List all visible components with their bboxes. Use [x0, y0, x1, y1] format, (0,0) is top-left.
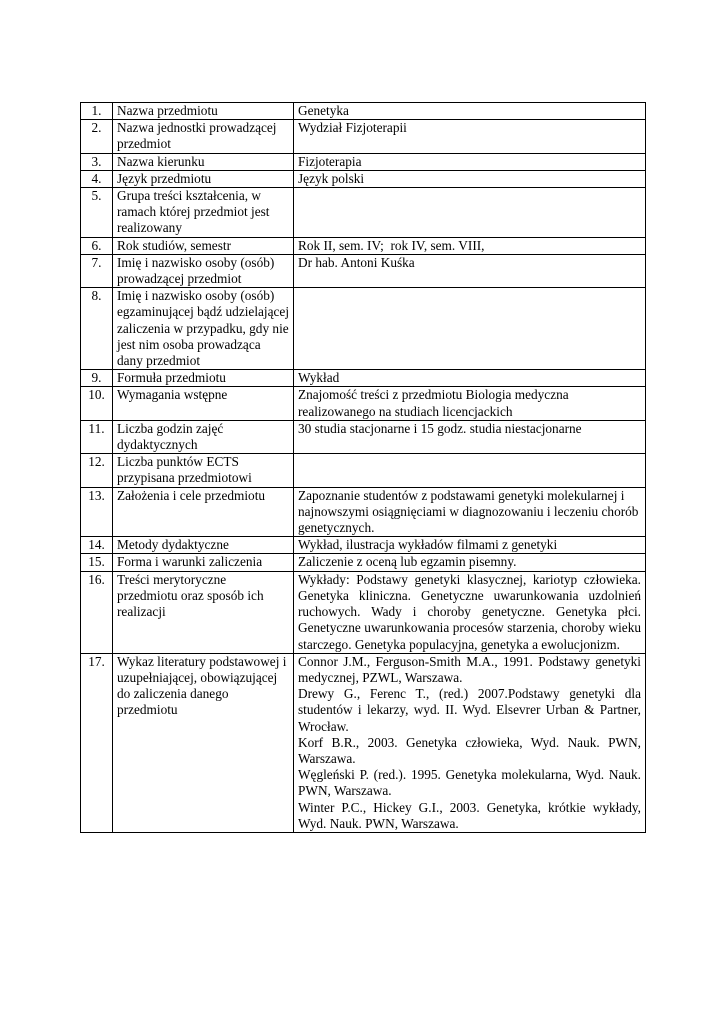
literature-item: Węgleński P. (red.). 1995. Genetyka molekularna, Wyd. Nauk. PWN, Warszawa.: [298, 767, 641, 799]
row-value: 30 studia stacjonarne i 15 godz. studia niestacjonarne: [294, 420, 646, 453]
row-number: 15.: [81, 554, 113, 571]
row-label: Język przedmiotu: [113, 170, 294, 187]
table-row: [81, 454, 646, 487]
row-value: [294, 288, 646, 370]
row-value: Wykład: [294, 370, 646, 387]
row-label: Nazwa jednostki prowadzącej przedmiot: [113, 120, 294, 153]
table-row: [81, 537, 646, 554]
table-row: [81, 120, 646, 153]
row-number: 16.: [81, 571, 113, 653]
row-value: [294, 188, 646, 238]
row-number: 17.: [81, 653, 113, 832]
row-number: 6.: [81, 237, 113, 254]
row-label: Wymagania wstępne: [113, 387, 294, 420]
table-row: [81, 237, 646, 254]
table-row: [81, 653, 646, 832]
row-label: Metody dydaktyczne: [113, 537, 294, 554]
row-number: 10.: [81, 387, 113, 420]
table-row: [81, 420, 646, 453]
row-value: Fizjoterapia: [294, 153, 646, 170]
literature-list: [294, 653, 646, 832]
row-value: Wykłady: Podstawy genetyki klasycznej, kariotyp człowieka. Genetyka kliniczna. Genetyczne uwarunkowania uzdolnień ruchowych. Wady i choroby genetyczne. Genetyka płci. Genetyczne uwarunkowania procesów starzenia, choroby wieku starczego. Genetyka populacyjna, genetyka a ewolucjonizm.: [294, 571, 646, 653]
row-label: Liczba godzin zajęć dydaktycznych: [113, 420, 294, 453]
row-label: Nazwa przedmiotu: [113, 103, 294, 120]
row-number: 8.: [81, 288, 113, 370]
row-label: Nazwa kierunku: [113, 153, 294, 170]
table-row: [81, 288, 646, 370]
row-label: Formuła przedmiotu: [113, 370, 294, 387]
literature-item: Winter P.C., Hickey G.I., 2003. Genetyka, krótkie wykłady, Wyd. Nauk. PWN, Warszawa.: [298, 799, 641, 831]
row-number: 11.: [81, 420, 113, 453]
row-value: Rok II, sem. IV; rok IV, sem. VIII,: [294, 237, 646, 254]
row-label: Wykaz literatury podstawowej i uzupełniającej, obowiązującej do zaliczenia danego przedmiotu: [113, 653, 294, 832]
row-number: 4.: [81, 170, 113, 187]
literature-item: Drewy G., Ferenc T., (red.) 2007.Podstawy genetyki dla studentów i lekarzy, wyd. II. Wyd. Elsevrer Urban & Partner, Wrocław.: [298, 686, 641, 734]
row-label: Imię i nazwisko osoby (osób) prowadzącej przedmiot: [113, 254, 294, 287]
row-number: 5.: [81, 188, 113, 238]
row-label: Liczba punktów ECTS przypisana przedmiotowi: [113, 454, 294, 487]
row-value: Znajomość treści z przedmiotu Biologia medyczna realizowanego na studiach licencjackich: [294, 387, 646, 420]
row-value: Zapoznanie studentów z podstawami genetyki molekularnej i najnowszymi osiągnięciami w diagnozowaniu i leczeniu chorób genetycznych.: [294, 487, 646, 537]
table-row: [81, 487, 646, 537]
row-value: [294, 454, 646, 487]
row-value: Wydział Fizjoterapii: [294, 120, 646, 153]
row-number: 12.: [81, 454, 113, 487]
row-number: 1.: [81, 103, 113, 120]
table-row: [81, 254, 646, 287]
row-label: Założenia i cele przedmiotu: [113, 487, 294, 537]
row-label: Grupa treści kształcenia, w ramach której przedmiot jest realizowany: [113, 188, 294, 238]
row-label: Rok studiów, semestr: [113, 237, 294, 254]
table-row: [81, 370, 646, 387]
row-number: 14.: [81, 537, 113, 554]
literature-item: Korf B.R., 2003. Genetyka człowieka, Wyd. Nauk. PWN, Warszawa.: [298, 734, 641, 766]
row-label: Forma i warunki zaliczenia: [113, 554, 294, 571]
table-row: [81, 554, 646, 571]
table-row: [81, 170, 646, 187]
table-row: [81, 571, 646, 653]
table-row: [81, 103, 646, 120]
table-row: [81, 387, 646, 420]
row-number: 3.: [81, 153, 113, 170]
row-value: Genetyka: [294, 103, 646, 120]
table-row: [81, 188, 646, 238]
row-value: Dr hab. Antoni Kuśka: [294, 254, 646, 287]
literature-item: Connor J.M., Ferguson-Smith M.A., 1991. Podstawy genetyki medycznej, PZWL, Warszawa.: [298, 653, 641, 685]
row-number: 2.: [81, 120, 113, 153]
table-row: [81, 153, 646, 170]
row-value: Zaliczenie z oceną lub egzamin pisemny.: [294, 554, 646, 571]
row-number: 13.: [81, 487, 113, 537]
row-label: Imię i nazwisko osoby (osób) egzaminującej bądź udzielającej zaliczenia w przypadku, gdy nie jest nim osoba prowadząca dany przedmiot: [113, 288, 294, 370]
row-number: 7.: [81, 254, 113, 287]
row-number: 9.: [81, 370, 113, 387]
course-syllabus-table: [80, 102, 646, 833]
row-label: Treści merytoryczne przedmiotu oraz sposób ich realizacji: [113, 571, 294, 653]
row-value: Język polski: [294, 170, 646, 187]
row-value: Wykład, ilustracja wykładów filmami z genetyki: [294, 537, 646, 554]
